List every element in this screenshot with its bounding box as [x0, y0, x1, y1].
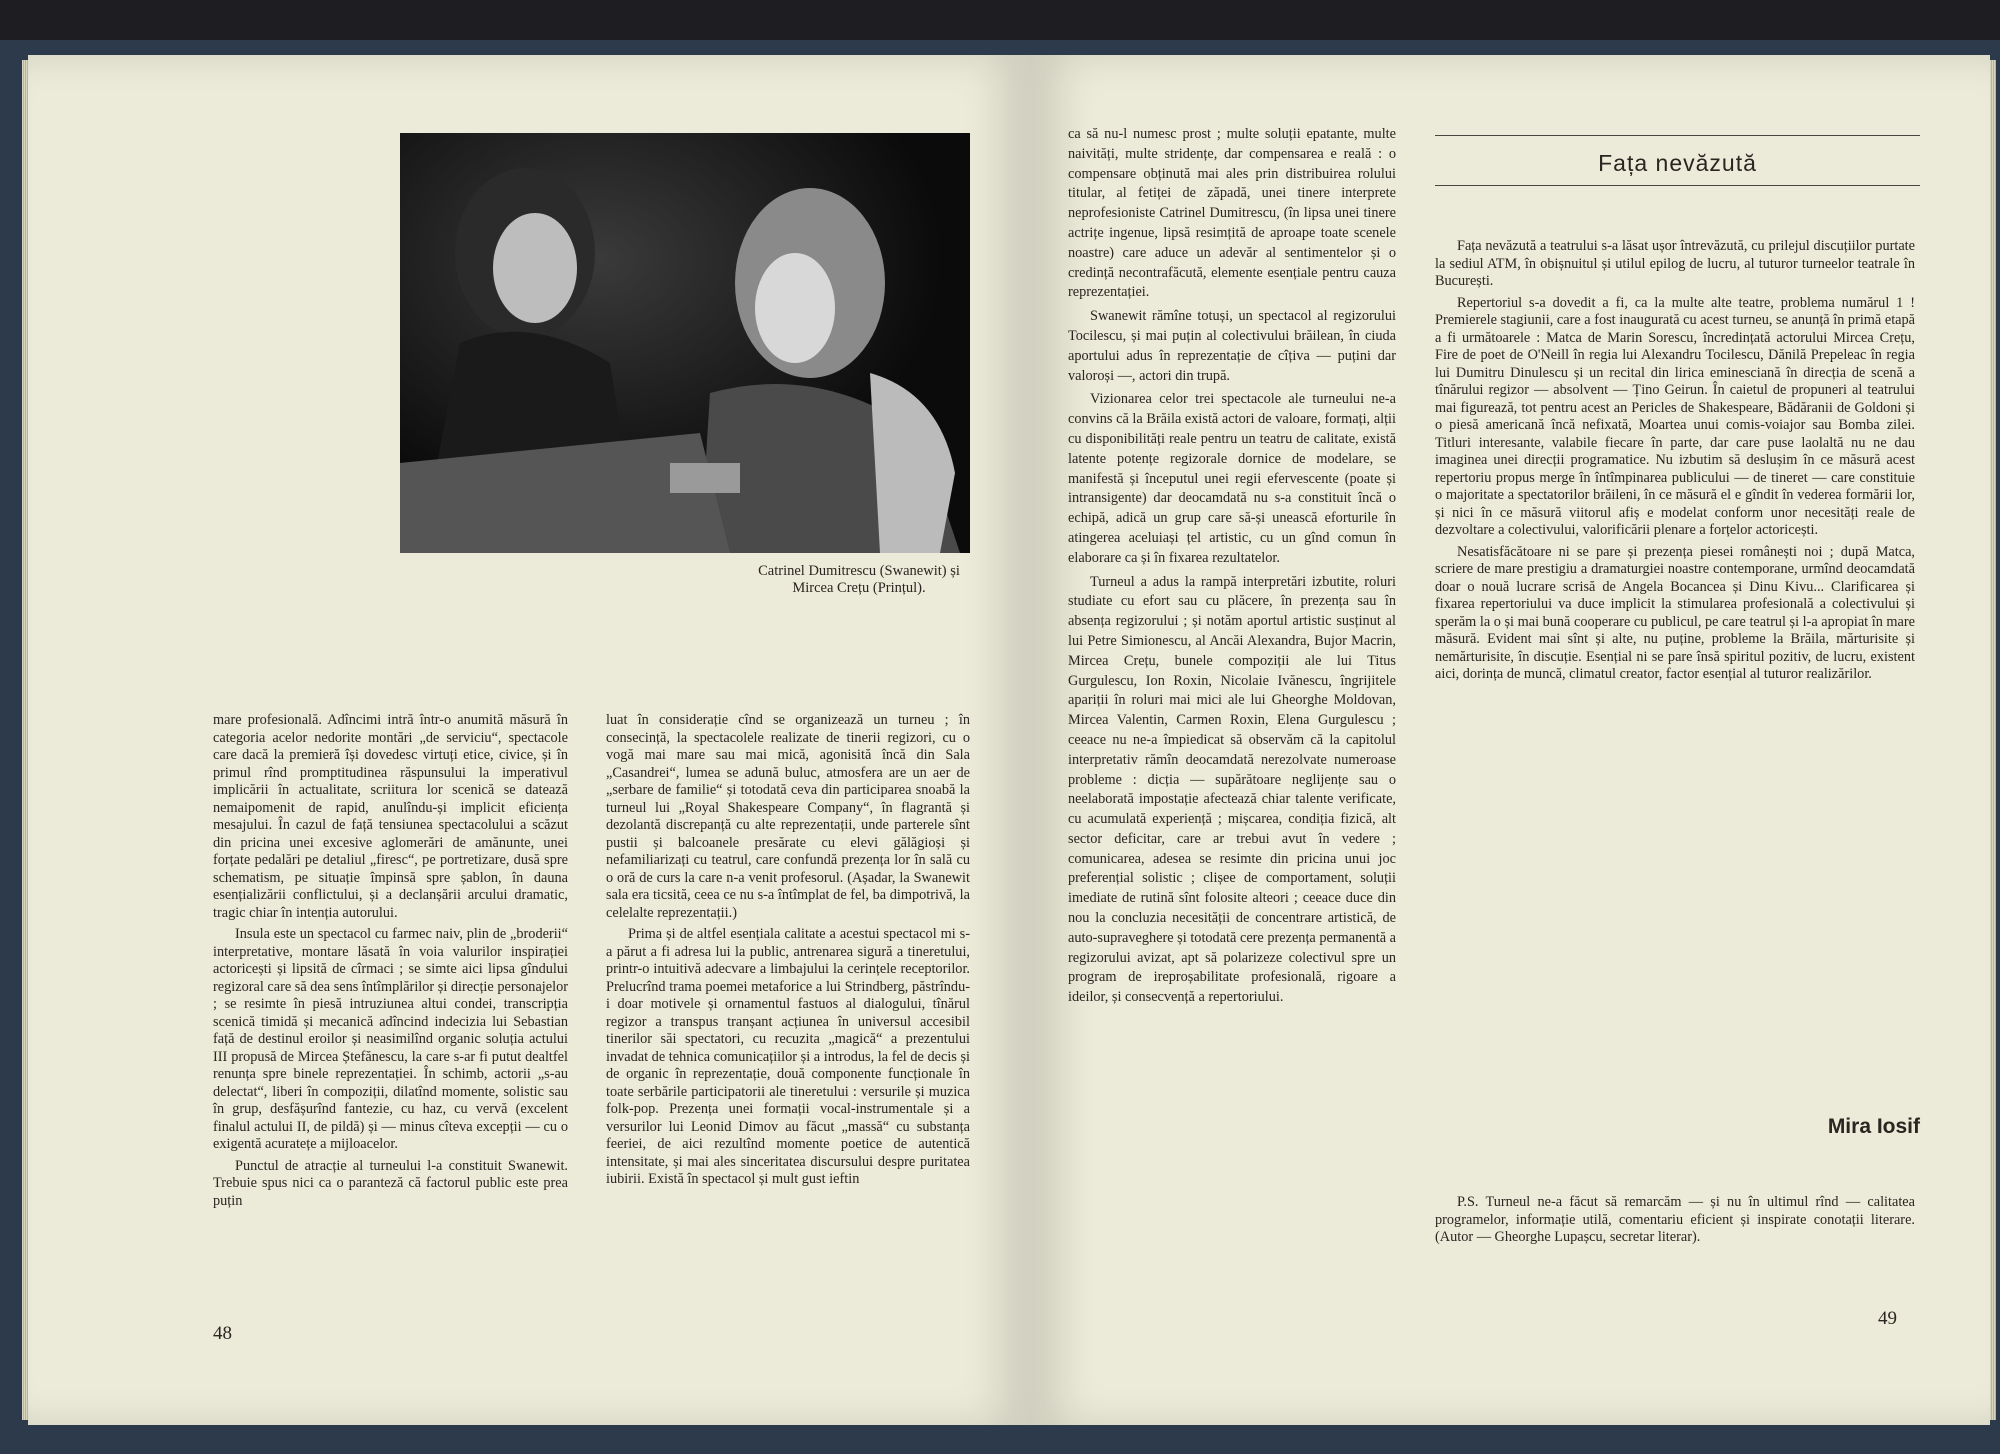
photo-caption: Catrinel Dumitrescu (Swanewit) și Mircea Crețu (Prințul).	[758, 563, 960, 596]
right-column-1	[1068, 125, 1396, 1008]
postscript-text: P.S. Turneul ne-a făcut să remarcăm — și nu în ultimul rînd — calitatea programelor, informație utilă, comentariu eficient și inspirate conotații literare. (Autor — Gheorghe Lupașcu, secretar literar).	[1435, 1194, 1915, 1245]
paragraph: Turneul a adus la rampă interpretări izbutite, roluri studiate cu efort sau cu plăcere, în prezența sau în absența regizorului ; și notăm aportul artistic susținut al lui Petre Simionescu, al Ancăi Alexandra, Bujor Macrin, Mircea Crețu, bunele compoziții ale lui Titus Gurgulescu, Ion Roxin, Nicolaie Ivănescu, îngrijitele apariții în roluri mai mici ale lui Gheorghe Moldovan, Mircea Valentin, Carmen Roxin, Elena Gurgulescu ; ceeace nu ne-a împiedicat să observăm că la capitolul interpretativ rămîn deocamdată nerezolvate numeroase probleme : dicția — supărătoare neglijențe sau o neelaborată impostație afectează chiar talente verificate, cu acumulată experiență ; mișcarea, condiția fizică, alt sector deficitar, care ar trebui avut în vedere ; comunicarea, adesea se resimte din pricina unui joc preferențial solistic ; clișee de comportament, soluții imediate de rutină sînt folosite alteori ; ceeace duce din nou la concluzia necesității de concentrare artistică, de auto-supraveghere și totodată cere prezența permanentă a regizorului avizat, apt să polarizeze colectivul spre un program de ireproșabilitate profesională, rigoare a ideilor, și consecvență a repertoriului.	[1068, 573, 1396, 1006]
author-signature: Mira Iosif	[1827, 1115, 1920, 1138]
paragraph: Insula este un spectacol cu farmec naiv, plin de „broderii“ interpretative, montare lăsată în voia valurilor inspirației actoricești și lipsită de cîrmaci ; se simte aici lipsa gîndului regizoral care să dea sens întîmplărilor și direcție personajelor ; se resimte în piesă intruziunea altui condei, transcripția scenică timidă și mecanică adîncind indecizia lui Sebastian față de destinul eroilor și neasimilînd organic soluția actului III propusă de Mircea Ștefănescu, la care s-ar fi putut dealtfel renunța spre binele reprezentației. În schimb, actorii „s-au delectat“, liberi în compoziții, dilatînd momente, solistic sau în grup, desfășurînd fantezie, cu haz, cu vervă (excelent finalul actului II, de pildă) și — minus cîteva excepții — cu o exigentă acuratețe a mijloacelor.	[213, 926, 568, 1152]
stage-photo-image	[400, 133, 970, 553]
page-number: 49	[1878, 1308, 1897, 1329]
section-title: Fața nevăzută	[1435, 135, 1920, 186]
paragraph: Nesatisfăcătoare ni se pare și prezența piesei românești noi ; după Matca, scriere de mare prestigiu a dramaturgiei noastre contemporane, urmînd deocamdată doar o nouă lucrare scrisă de Angela Bocancea și Dinu Kivu... Clarificarea și fixarea repertoriului va duce implicit la stimularea profesională a colectivului și sperăm la o și mai bună cooperare cu publicul, pe care teatrul și l-a apropiat în mare măsură. Evident mai sînt și alte, nu puține, probleme la Brăila, mărturisite și nemărturisite, în discuție. Esențial ni se pare însă spiritul pozitiv, de lucru, existent aici, dorința de muncă, climatul creator, factor esențial al tuturor realizărilor.	[1435, 543, 1915, 682]
paragraph: Repertoriul s-a dovedit a fi, ca la multe alte teatre, problema numărul 1 ! Premierele stagiunii, care a fost inaugurată cu acest turneu, se anunță în primă etapă a fi următoarele : Matca de Marin Sorescu, încredințată actorului Mircea Crețu, Fire de poet de O'Neill în regia lui Alexandru Tocilescu, Dănilă Prepeleac în regia lui Dumitru Dinulescu și un recital din lirica eminesciană în direcția de scenă a tînărului regizor — absolvent — Țino Geirun. În caietul de propuneri al teatrului mai figurează, tot pentru acest an Pericles de Shakespeare, Bădăranii de Goldoni și o piesă americană încă nefixată, Moartea unui comis-voiajor sau Bomba zilei. Titluri interesante, valabile fiecare în parte, dar care puse laolaltă nu ne dau imaginea unei direcții programatice. Nu izbutim să deslușim în ce măsură acest repertoriu propus merge în întîmpinarea publicului — de tineret — care constituie o majoritate a spectatorilor brăileni, în ce măsură el e gîndit în vederea formării lor, și nici în ce măsură viitorul afiș e modelat conform unor necesități reale de dezvoltare a colectivului, valorificării plenare a forțelor actoricești.	[1435, 294, 1915, 538]
page-edge-left	[22, 60, 28, 1420]
paragraph: Punctul de atracție al turneului l-a constituit Swanewit. Trebuie spus nici ca o paranteză că factorul public este prea puțin	[213, 1157, 568, 1209]
postscript	[1435, 1194, 1915, 1247]
paragraph: mare profesională. Adîncimi intră într-o anumită măsură în categoria acelor nedorite montări „de serviciu“, spectacole care dacă la premieră își dovedesc virtuți etice, civice, și în primul rînd promptitudinea răspunsului la imperativul implicării în actualitate, scriitura lor scenică se datează nemaipomenit de rapid, anulîndu-și implicit eficiența mesajului. În cazul de față tensiunea spectacolului a scăzut din pricina unei excesive aglomerări de amănunte, unei forțate pedalări pe detaliul „firesc“, pe portretizare, dusă spre schematism, pe situație împinsă spre șablon, în dauna esențializării conflictului, și a declanșării arcului dramatic, tragic chiar în intenția autorului.	[213, 712, 568, 921]
right-page	[1030, 55, 1990, 1425]
paragraph: Swanewit rămîne totuși, un spectacol al regizorului Tocilescu, și mai puțin al colectivului brăilean, în ciuda aportului adus în reprezentație de cîțiva — puțini dar valoroși —, actori din trupă.	[1068, 308, 1396, 384]
left-column-1	[213, 712, 568, 1210]
page-edge-right	[1990, 60, 1996, 1420]
right-column-2	[1435, 238, 1915, 684]
paragraph: Prima și de altfel esențiala calitate a acestui spectacol mi s-a părut a fi adresa lui la public, antrenarea sigură a tineretului, printr-o intuitivă adecvare a limbajului la cerințele receptorilor. Prelucrînd trama poemei metaforice a lui Strindberg, păstrîndu-i doar motivele și ornamentul fastuos al dialogului, tînărul regizor a transpus tranșant acțiunea în universul accesibil tinerilor săi spectatori, cu recuzita „magică“ a prezentului invadat de tehnica comunicațiilor și a introdus, la fel de decis și de organic în reprezentație, două componente funcționale în toate serbările participatorii ale tineretului : versurile și muzica folk-pop. Prezența unei formații vocal-instrumentale și a versurilor lui Leonid Dimov au făcut „massă“ cu substanța feeriei, de aici rezultînd momente poetice de autentică intensitate, și mai ales sinceritatea discursului despre puritatea iubirii. Există în spectacol și mult gust ieftin	[606, 926, 970, 1187]
paragraph: ca să nu-l numesc prost ; multe soluții epatante, multe naivități, multe stridențe, dar compensarea e reală : o compensare obținută mai ales prin distribuirea rolului titular, al fetiței de zăpadă, unei tinere interprete neprofesioniste Catrinel Dumitrescu, (în lipsa unei tinere actrițe ingenue, lipsă resimțită de aproape toate scenele noastre) care aduce un adevăr al sentimentelor și o credință necontrafăcută, elemente esențiale pentru cauza reprezentației.	[1068, 126, 1396, 301]
page-number: 48	[213, 1323, 232, 1344]
paragraph: luat în considerație cînd se organizează un turneu ; în consecință, la spectacolele realizate de tinerii regizori, cu o vogă mai mare sau mai mică, agonisită încă din Sala „Casandrei“, lumea se adună buluc, atmosfera are un aer de „serbare de familie“ și totodată ceva din participarea snoabă la turneul lui „Royal Shakespeare Company“, în flagrantă și dezolantă discrepanță cu alte reprezentații, unde parterele sînt pustii și balcoanele presărate cu elevi gălăgioși și nefamiliarizați cu teatrul, care confundă prezența lor în sală cu o oră de curs la care n-a venit profesorul. (Așadar, la Swanewit sala era ticsită, ceea ce nu s-a întîmplat de fel, ba dimpotrivă, la celelalte reprezentații.)	[606, 712, 970, 921]
left-column-2	[606, 712, 970, 1189]
paragraph: Fața nevăzută a teatrului s-a lăsat ușor întrevăzută, cu prilejul discuțiilor purtate la sediul ATM, în obișnuitul și utilul epilog de lucru, al tuturor turneelor teatrale în București.	[1435, 238, 1915, 289]
paragraph: Vizionarea celor trei spectacole ale turneului ne-a convins că la Brăila există actori de valoare, formați, alții cu disponibilități reale pentru un teatru de calitate, există latente potențe regizorale dornice de modelare, se manifestă și începutul unei regii efervescente (poate și intransigente) dar deocamdată nu s-a constituit încă o echipă, adică un grup care să-și unească eforturile în atingerea aceluiași țel artistic, cu un gînd comun în elaborare ca și în fixarea rezultatelor.	[1068, 391, 1396, 566]
left-page	[28, 55, 1030, 1425]
stage-photo	[400, 133, 970, 553]
